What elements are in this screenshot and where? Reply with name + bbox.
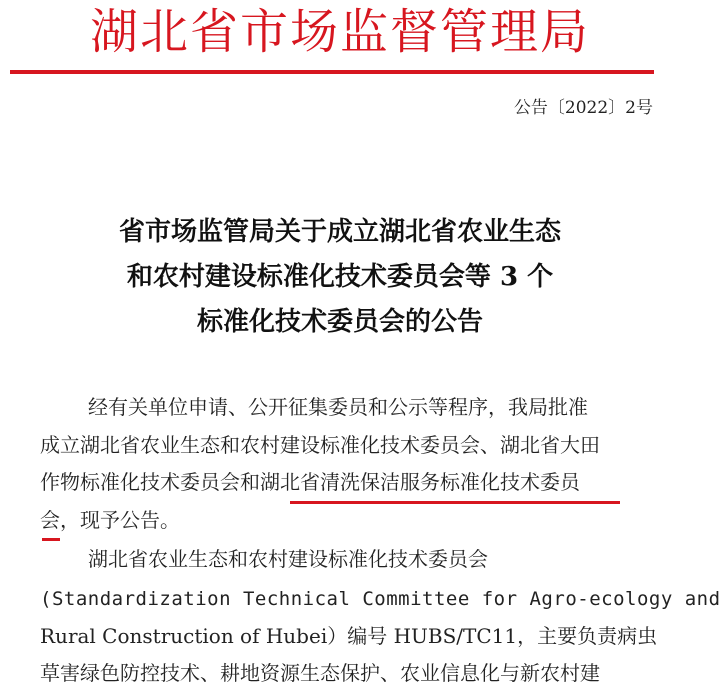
agency-name: 湖北省市场监督管理局: [89, 4, 590, 60]
body-paragraph-1-line-1: 经有关单位申请、公开征集委员和公示等程序，我局批准: [88, 395, 588, 419]
red-underline-highlight-short: [42, 538, 60, 541]
body-paragraph-1-line-4: 会，现予公告。: [40, 508, 180, 532]
body-paragraph-2-line-2: (Standardization Technical Committee for Agro-ecology and: [40, 588, 721, 610]
body-paragraph-1-line-2: 成立湖北省农业生态和农村建设标准化技术委员会、湖北省大田: [40, 433, 600, 457]
announcement-title-line-1: 省市场监管局关于成立湖北省农业生态: [118, 217, 561, 247]
document-number: 公告〔2022〕2号: [513, 98, 653, 118]
letterhead: [0, 0, 683, 80]
red-underline-highlight: [290, 501, 620, 504]
header-red-rule: [10, 70, 654, 74]
body-paragraph-2-line-1: 湖北省农业生态和农村建设标准化技术委员会: [88, 547, 488, 571]
announcement-title-line-3: 标准化技术委员会的公告: [196, 307, 483, 337]
body-paragraph-2-line-3: Rural Construction of Hubei）编号 HUBS/TC11，主要负责病虫: [40, 624, 658, 648]
announcement-title-line-2: 和农村建设标准化技术委员会等 3 个: [126, 262, 554, 292]
body-paragraph-2-line-4: 草害绿色防控技术、耕地资源生态保护、农业信息化与新农村建: [40, 661, 600, 685]
body-paragraph-1-line-3: 作物标准化技术委员会和湖北省清洗保洁服务标准化技术委员: [40, 470, 580, 494]
